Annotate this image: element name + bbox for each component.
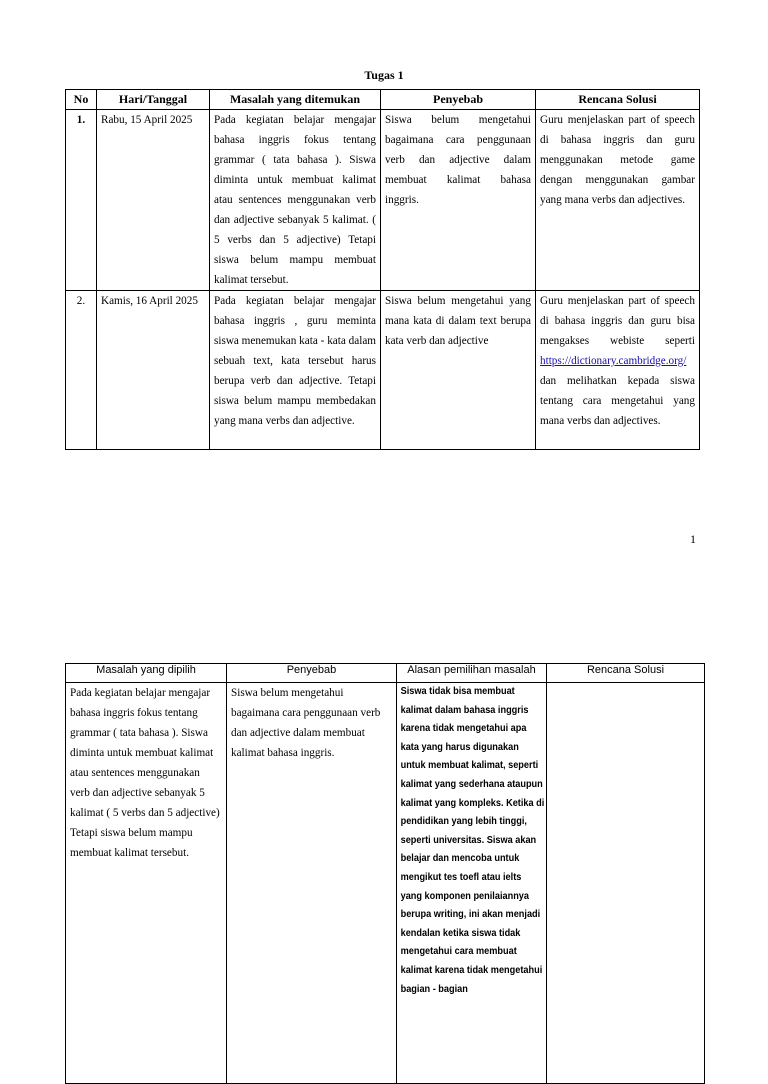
- solusi-text-after: dan melihatkan kepada siswa tentang cara mengetahui yang mana verbs dan adjectives.: [540, 375, 695, 427]
- table-row: [66, 110, 700, 291]
- header-solusi: Rencana Solusi: [536, 90, 700, 110]
- row-alasan-cell: [397, 683, 547, 1084]
- table-header-row: [66, 664, 705, 683]
- row-number: 1.: [66, 110, 97, 291]
- row-date: Rabu, 15 April 2025: [97, 110, 210, 291]
- row-solusi: [536, 291, 700, 450]
- row-date: Kamis, 16 April 2025: [97, 291, 210, 450]
- header-penyebab: Penyebab: [381, 90, 536, 110]
- row-penyebab: Siswa belum mengetahui bagaimana cara penggunaan verb dan adjective dalam membuat kalimat bahasa inggris.: [227, 683, 397, 1084]
- row-masalah: Pada kegiatan belajar mengajar bahasa inggris fokus tentang grammar ( tata bahasa ). Siswa diminta untuk membuat kalimat atau sentences menggunakan verb dan adjective sebanyak 5 kalimat. ( 5 verbs dan 5 adjective) Tetapi siswa belum mampu membuat kalimat tersebut.: [210, 110, 381, 291]
- row-penyebab: Siswa belum mengetahui yang mana kata di dalam text berupa kata verb dan adjective: [381, 291, 536, 450]
- row-penyebab: Siswa belum mengetahui bagaimana cara penggunaan verb dan adjective dalam membuat kalimat bahasa inggris.: [381, 110, 536, 291]
- header-no: No: [66, 90, 97, 110]
- row-masalah: Pada kegiatan belajar mengajar bahasa inggris , guru meminta siswa menemukan kata - kata dalam sebuah text, kata tersebut harus berupa verb dan adjective. Tetapi siswa belum mampu membedakan yang mana verbs dan adjective.: [210, 291, 381, 450]
- page-number: 1: [690, 532, 696, 546]
- table-header-row: [66, 90, 700, 110]
- row-number: 2.: [66, 291, 97, 450]
- header-masalah-dipilih: Masalah yang dipilih: [66, 664, 227, 683]
- header-date: Hari/Tanggal: [97, 90, 210, 110]
- tugas-table: [65, 89, 700, 450]
- header-alasan: Alasan pemilihan masalah: [397, 664, 547, 683]
- header-masalah: Masalah yang ditemukan: [210, 90, 381, 110]
- row-solusi: Guru menjelaskan part of speech di bahasa inggris dan guru menggunakan metode game dengan menggunakan gambar yang mana verbs dan adjectives.: [536, 110, 700, 291]
- header-solusi: Rencana Solusi: [547, 664, 705, 683]
- row-solusi: [547, 683, 705, 1084]
- row-masalah: Pada kegiatan belajar mengajar bahasa inggris fokus tentang grammar ( tata bahasa ). Siswa diminta untuk membuat kalimat atau sentences menggunakan verb dan adjective sebanyak 5 kalimat ( 5 verbs dan 5 adjective) Tetapi siswa belum mampu membuat kalimat tersebut.: [66, 683, 227, 1084]
- masalah-table: [65, 663, 705, 1084]
- page-title: Tugas 1: [364, 68, 404, 82]
- table-row: [66, 291, 700, 450]
- table-row: [66, 683, 705, 1084]
- cambridge-dictionary-link[interactable]: https://dictionary.cambridge.org/: [540, 355, 687, 367]
- row-alasan: Siswa tidak bisa membuat kalimat dalam bahasa inggris karena tidak mengetahui apa kata yang harus digunakan untuk membuat kalimat, seperti kalimat yang sederhana ataupun kalimat yang kompleks. Ketika di pendidikan yang lebih tinggi, seperti universitas. Siswa akan belajar dan mencoba untuk mengikut tes toefl atau ielts yang komponen penilaiannya berupa writing, ini akan menjadi kendalan ketika siswa tidak mengetahui cara membuat kalimat karena tidak mengetahui bagian - bagian: [400, 686, 545, 995]
- solusi-text-before: Guru menjelaskan part of speech di bahasa inggris dan guru bisa mengakses webiste seperti: [540, 295, 695, 347]
- header-penyebab: Penyebab: [227, 664, 397, 683]
